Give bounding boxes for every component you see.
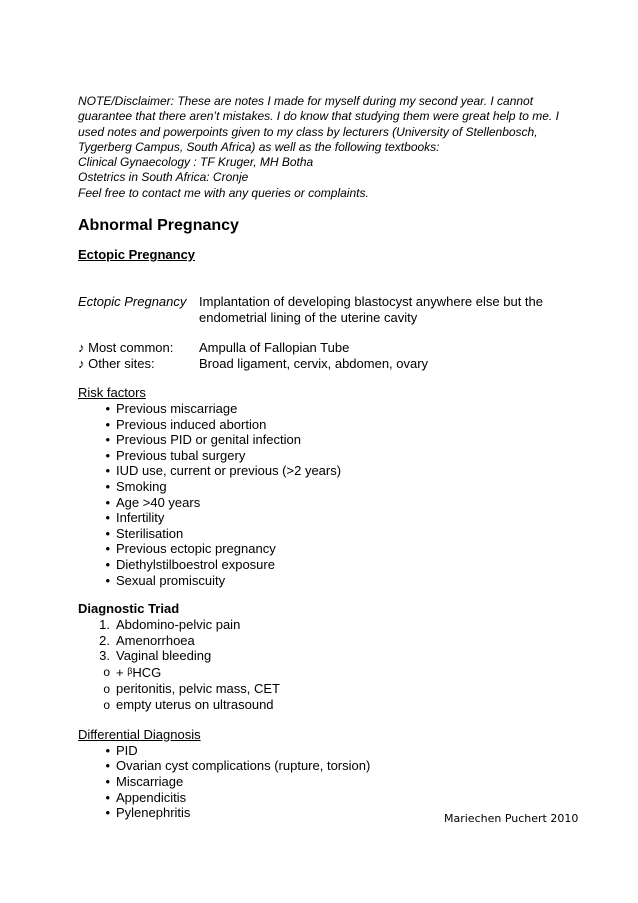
document-page [78, 94, 568, 821]
note-line: used notes and powerpoints given to my class by lecturers (University of Stellenbosch, [78, 124, 538, 139]
list-item: • Previous induced abortion [78, 417, 568, 433]
list-item: o empty uterus on ultrasound [78, 697, 568, 714]
bullet-icon [78, 463, 116, 479]
risk-factors-title: Risk factors [78, 385, 146, 401]
bullet-icon [78, 401, 116, 417]
site-value: Ampulla of Fallopian Tube [199, 340, 350, 356]
site-value: Broad ligament, cervix, abdomen, ovary [199, 356, 429, 372]
note-line: Tygerberg Campus, South Africa) as well as the following textbooks: [78, 139, 440, 154]
bullet-icon [78, 417, 116, 433]
list-item: o peritonitis, pelvic mass, CET [78, 681, 568, 698]
site-label: ♪ Other sites: [78, 356, 155, 372]
list-item: • Previous PID or genital infection [78, 432, 568, 448]
bullet-icon [78, 495, 116, 511]
list-item: • Previous ectopic pregnancy [78, 541, 568, 557]
bullet-icon [78, 790, 116, 806]
list-item: • Previous tubal surgery [78, 448, 568, 464]
list-item: • Smoking [78, 479, 568, 495]
list-item: • IUD use, current or previous (>2 years) [78, 463, 568, 479]
list-item: • Diethylstilboestrol exposure [78, 557, 568, 573]
note-line: Feel free to contact me with any queries or complaints. [78, 185, 369, 200]
list-item: • Age >40 years [78, 495, 568, 511]
page-title: Abnormal Pregnancy [78, 217, 239, 235]
list-number: 3. [99, 648, 110, 664]
list-item: 3. Vaginal bleeding [78, 648, 568, 664]
bullet-icon [78, 479, 116, 495]
bullet-icon [78, 510, 116, 526]
bullet-icon [78, 541, 116, 557]
site-row [78, 340, 568, 356]
list-item: o + $^\beta$HCG [78, 664, 568, 681]
bullet-icon [78, 805, 116, 821]
note-line: Ostetrics in South Africa: Cronje [78, 170, 249, 185]
risk-factors-list [78, 401, 568, 588]
list-item: • PID [78, 743, 568, 759]
list-item: • Previous miscarriage [78, 401, 568, 417]
list-item: • Miscarriage [78, 774, 568, 790]
circle-bullet-icon [78, 697, 116, 714]
bullet-icon [78, 526, 116, 542]
circle-bullet-icon [78, 681, 116, 698]
list-number: 1. [99, 617, 110, 633]
list-item: 1. Abdomino-pelvic pain [78, 617, 568, 633]
definition-text: Implantation of developing blastocyst anywhere else but the endometrial lining of the uterine cavity [199, 294, 543, 326]
list-item: • Sexual promiscuity [78, 573, 568, 589]
note-line: NOTE/Disclaimer: These are notes I made for myself during my second year. I cannot [78, 94, 534, 108]
bullet-icon [78, 448, 116, 464]
disclaimer-note [78, 94, 568, 201]
list-item: • Appendicitis [78, 790, 568, 806]
list-item: • Sterilisation [78, 526, 568, 542]
site-row [78, 356, 568, 372]
note-line: guarantee that there aren’t mistakes. I do know that studying them were great help to me. I [78, 109, 559, 124]
bullet-icon [78, 557, 116, 573]
list-item: • Pylenephritis [78, 805, 568, 821]
note-line: Clinical Gynaecology : TF Kruger, MH Botha [78, 155, 314, 170]
list-item: 2. Amenorrhoea [78, 633, 568, 649]
list-item: • Ovarian cyst complications (rupture, torsion) [78, 758, 568, 774]
bullet-icon [78, 432, 116, 448]
circle-bullet-icon [78, 664, 116, 681]
bullet-icon [78, 774, 116, 790]
bullet-icon [78, 758, 116, 774]
definition-row [78, 294, 568, 326]
list-number: 2. [99, 632, 110, 648]
bullet-icon [78, 743, 116, 759]
diagnostic-triad-title: Diagnostic Triad [78, 601, 180, 617]
site-label: ♪ Most common: [78, 340, 174, 356]
list-item: • Infertility [78, 510, 568, 526]
bullet-icon [78, 573, 116, 589]
page-footer: Mariechen Puchert 2010 [444, 812, 579, 825]
differential-list [78, 743, 568, 821]
diagnostic-extra-list [78, 664, 568, 714]
sites-list [78, 340, 568, 372]
differential-title: Differential Diagnosis [78, 726, 201, 742]
diagnostic-triad-list [78, 617, 568, 664]
section-heading: Ectopic Pregnancy [78, 247, 196, 263]
definition-term: Ectopic Pregnancy [78, 294, 187, 310]
